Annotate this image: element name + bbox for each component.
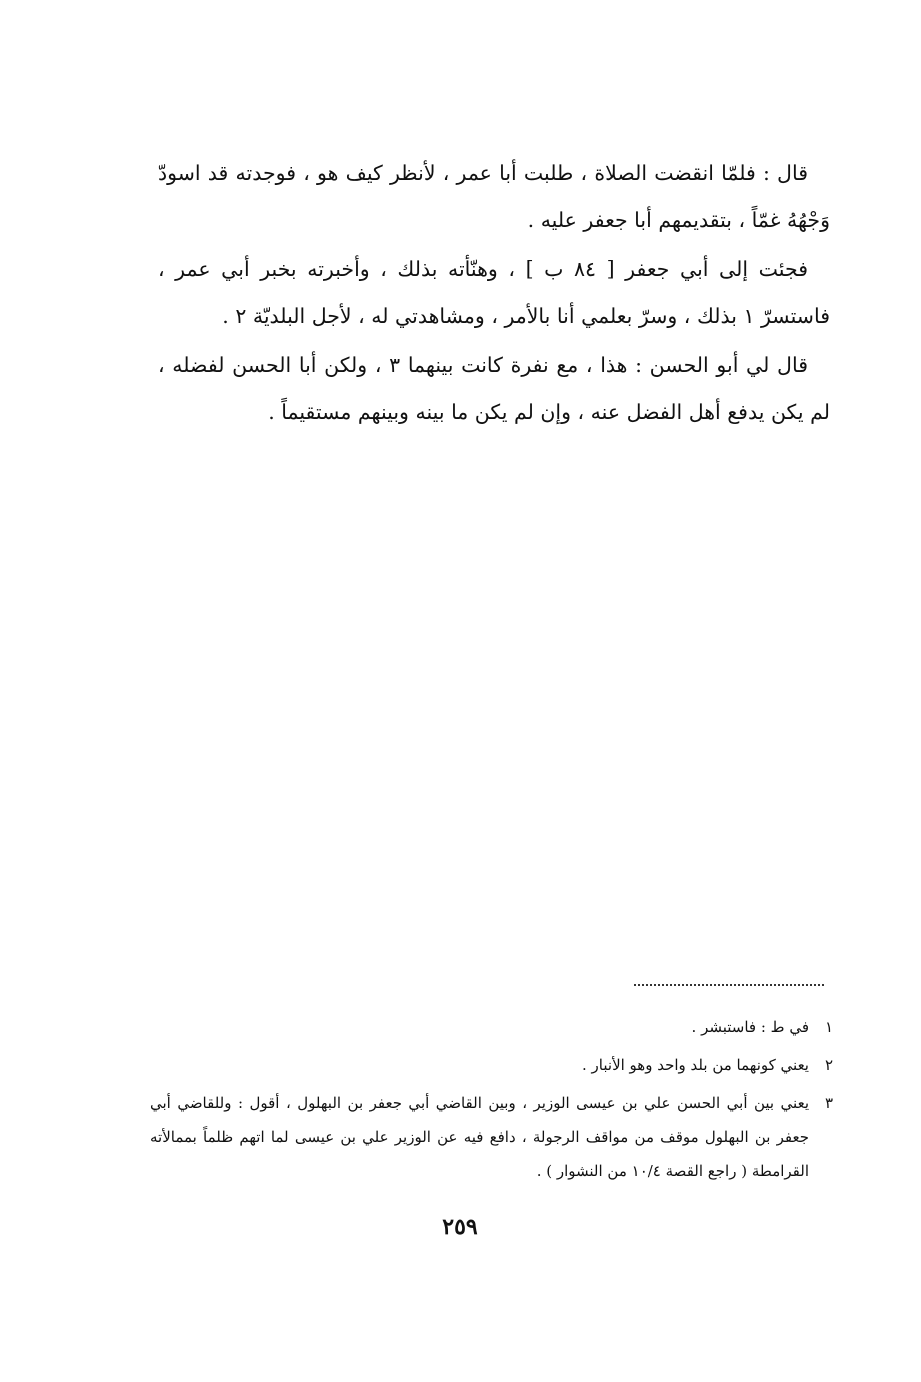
- footnote-text: يعني كونهما من بلد واحد وهو الأنبار .: [582, 1056, 809, 1074]
- paragraph: فجئت إلى أبي جعفر [ ٨٤ ب ] ، وهنّأته بذلك ، وأخبرته بخبر أبي عمر ، فاستسرّ ١ بذلك ، وسرّ بعلمي أنا بالأمر ، ومشاهدتي له ، لأجل البلديّة ٢ .: [158, 257, 830, 328]
- footnote-divider: [634, 984, 824, 986]
- footnote-number: ٣: [824, 1094, 833, 1112]
- footnote-text: في ط : فاستبشر .: [691, 1018, 809, 1036]
- footnote-item: [150, 1048, 833, 1082]
- footnote-number: ٢: [824, 1056, 833, 1074]
- paragraph: قال : فلمّا انقضت الصلاة ، طلبت أبا عمر ، لأنظر كيف هو ، فوجدته قد اسودّ وَجْهُهُ غمّاً ، بتقديمهم أبا جعفر عليه .: [158, 161, 830, 232]
- footnotes: [150, 1010, 833, 1192]
- paragraph: قال لي أبو الحسن : هذا ، مع نفرة كانت بينهما ٣ ، ولكن أبا الحسن لفضله ، لم يكن يدفع أهل الفضل عنه ، وإن لم يكن ما بينه وبينهم مستقيماً .: [158, 353, 830, 424]
- footnote-text: يعني بين أبي الحسن علي بن عيسى الوزير ، وبين القاضي أبي جعفر بن البهلول ، أقول : وللقاضي أبي جعفر بن البهلول موقف من مواقف الرجولة ، دافع فيه عن الوزير علي بن عيسى لما اتهم ظلماً بممالأته القرامطة ( راجع القصة ١٠/٤ من النشوار ) .: [150, 1094, 809, 1180]
- main-text-body: [158, 150, 830, 438]
- page-number: ٢٥٩: [442, 1214, 478, 1240]
- footnote-item: [150, 1086, 833, 1188]
- footnote-number: ١: [824, 1018, 833, 1036]
- footnote-item: [150, 1010, 833, 1044]
